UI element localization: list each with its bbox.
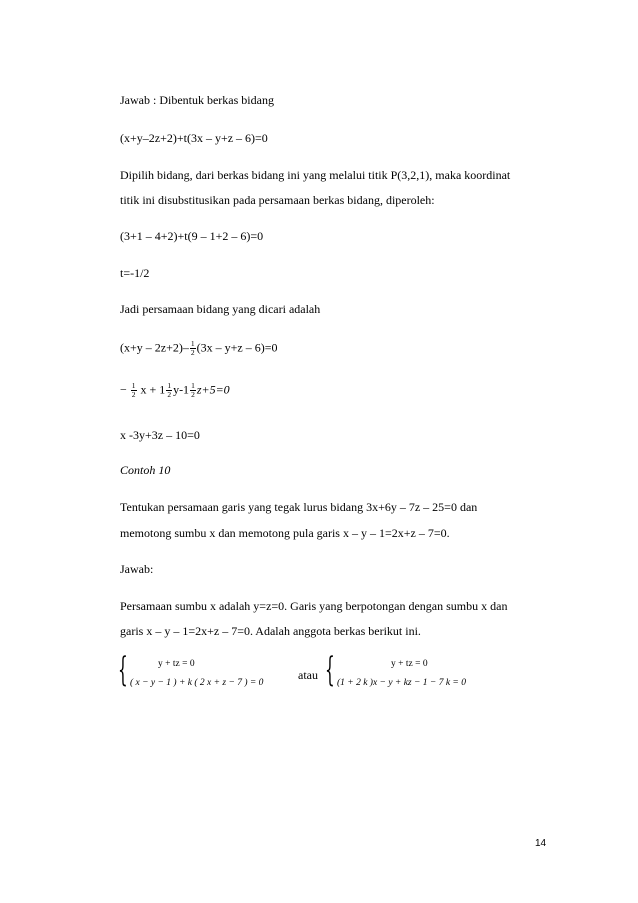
paragraph-line: Jadi persamaan bidang yang dicari adalah (120, 302, 321, 316)
paragraph-line: Tentukan persamaan garis yang tegak lurus bidang 3x+6y – 7z – 25=0 dan (120, 500, 478, 514)
connector-word: atau (298, 668, 318, 682)
eq-part: x + 1 (137, 382, 166, 397)
fraction-numerator: 1 (167, 381, 172, 390)
example-heading: Contoh 10 (120, 463, 171, 477)
eq-part: z+5=0 (196, 382, 230, 397)
left-brace: { (325, 650, 335, 690)
equation-system-1 (118, 650, 308, 690)
paragraph-line: garis x – y – 1=2x+z – 7=0. Adalah anggota berkas berikut ini. (120, 624, 421, 638)
eq-part: y-1 (173, 382, 190, 397)
paragraph-line: Dipilih bidang, dari berkas bidang ini yang melalui titik P(3,2,1), maka koordinat (120, 168, 511, 182)
t-value: t=-1/2 (120, 266, 150, 280)
page-number: 14 (535, 838, 547, 849)
fraction-denominator: 2 (190, 348, 195, 357)
eq-part: (3x – y+z – 6)=0 (196, 340, 278, 355)
fraction-denominator: 2 (131, 390, 136, 399)
fraction (166, 382, 172, 399)
fraction-denominator: 2 (167, 390, 172, 399)
plane-equation-substituted (120, 340, 277, 357)
system-row: y + tz = 0 (391, 659, 428, 669)
plane-pencil-equation: (x+y–2z+2)+t(3x – y+z – 6)=0 (120, 131, 268, 145)
fraction (131, 382, 137, 399)
plane-equation-simplified (120, 382, 230, 399)
answer-intro: Jawab : Dibentuk berkas bidang (120, 93, 274, 107)
fraction-numerator: 1 (190, 339, 195, 348)
system-row: ( x − y − 1 ) + k ( 2 x + z − 7 ) = 0 (130, 678, 264, 688)
system-row: y + tz = 0 (158, 659, 195, 669)
fraction (190, 382, 196, 399)
final-plane-equation: x -3y+3z – 10=0 (120, 428, 200, 442)
answer-label: Jawab: (120, 562, 154, 576)
fraction-denominator: 2 (191, 390, 195, 399)
paragraph-line: memotong sumbu x dan memotong pula garis x – y – 1=2x+z – 7=0. (120, 526, 450, 540)
left-brace: { (118, 650, 128, 690)
paragraph-line: titik ini disubstitusikan pada persamaan berkas bidang, diperoleh: (120, 193, 435, 207)
system-row: (1 + 2 k )x − y + kz − 1 − 7 k = 0 (337, 678, 466, 688)
fraction-numerator: 1 (191, 381, 195, 390)
equation-system-2 (325, 650, 525, 690)
minus-sign: − (120, 382, 127, 397)
fraction (190, 340, 196, 357)
fraction-numerator: 1 (131, 381, 136, 390)
eq-part: (x+y – 2z+2)– (120, 340, 189, 355)
substitution-equation: (3+1 – 4+2)+t(9 – 1+2 – 6)=0 (120, 229, 264, 243)
paragraph-line: Persamaan sumbu x adalah y=z=0. Garis yang berpotongan dengan sumbu x dan (120, 599, 508, 613)
